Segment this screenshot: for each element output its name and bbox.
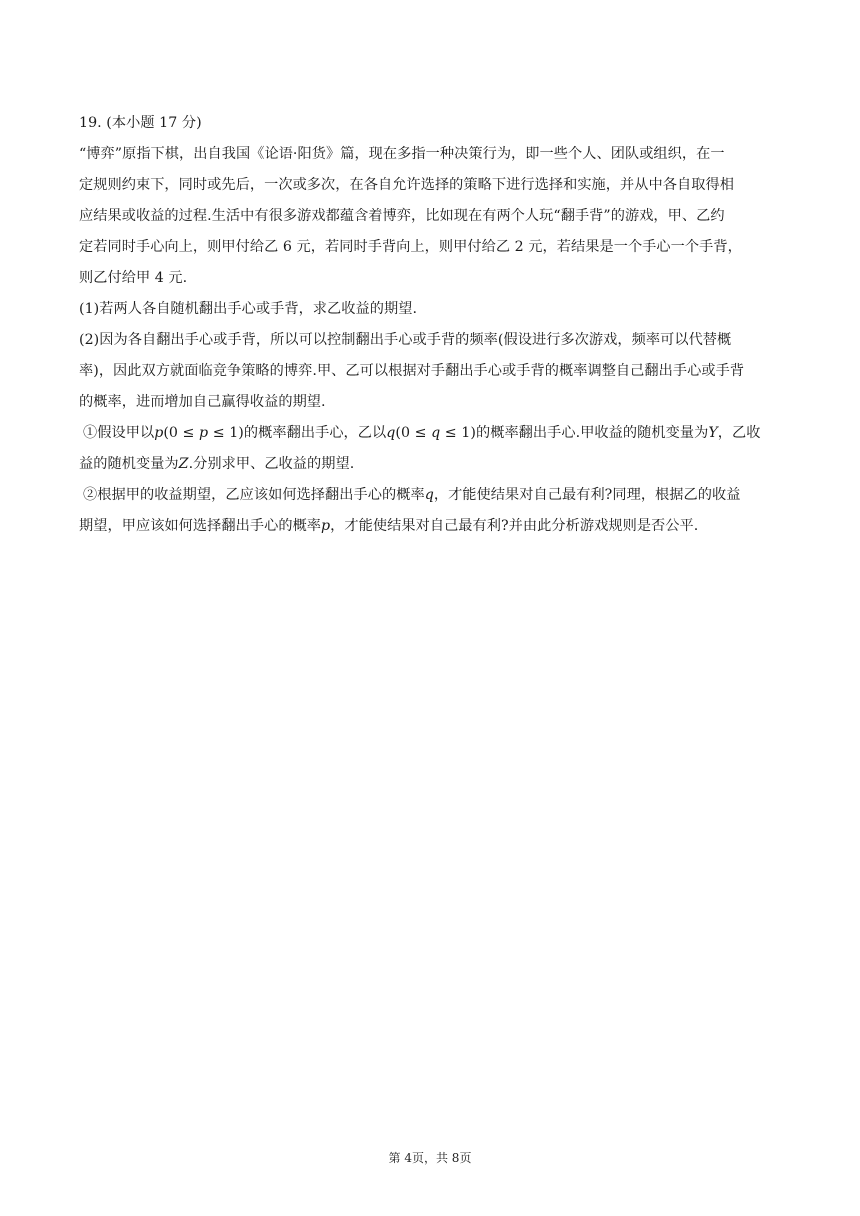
sub-question-2-line: ②根据甲的收益期望，乙应该如何选择翻出手心的概率𝑞，才能使结果对自己最有利?同理，根据乙的收益 <box>83 487 741 503</box>
intro-line: 定若同时手心向上，则甲付给乙 6 元，若同时手背向上，则甲付给乙 2 元，若结果是一个手心一个手背， <box>79 239 742 255</box>
question-intro <box>79 139 783 294</box>
intro-line: 则乙付给甲 4 元. <box>79 270 188 286</box>
question-header: 19. (本小题 17 分) <box>79 115 202 131</box>
question-19 <box>79 108 783 542</box>
sub-question-1-line: ①假设甲以𝑝(0 ≤ 𝑝 ≤ 1)的概率翻出手心，乙以𝑞(0 ≤ 𝑞 ≤ 1)的概率翻出手心.甲收益的随机变量为𝑌，乙收 <box>83 425 761 441</box>
part-1: (1)若两人各自随机翻出手心或手背，求乙收益的期望. <box>79 301 418 317</box>
intro-line: 定规则约束下，同时或先后，一次或多次，在各自允许选择的策略下进行选择和实施，并从中各自取得相 <box>79 177 734 193</box>
sub-question-1 <box>79 418 783 480</box>
part-2-line: (2)因为各自翻出手心或手背，所以可以控制翻出手心或手背的频率(假设进行多次游戏，频率可以代替概 <box>79 332 732 348</box>
intro-line: 应结果或收益的过程.生活中有很多游戏都蕴含着博弈，比如现在有两个人玩“翻手背”的游戏，甲、乙约 <box>79 208 725 224</box>
sub-question-2-line: 期望，甲应该如何选择翻出手心的概率𝑝，才能使结果对自己最有利?并由此分析游戏规则是否公平. <box>79 518 699 534</box>
part-2-line: 的概率，进而增加自己赢得收益的期望. <box>79 394 326 410</box>
intro-line: “博弈”原指下棋，出自我国《论语·阳货》篇，现在多指一种决策行为，即一些个人、团队或组织，在一 <box>79 146 725 162</box>
sub-question-1-line: 益的随机变量为𝑍.分别求甲、乙收益的期望. <box>79 456 355 472</box>
page-number: 第 4页，共 8页 <box>388 1151 472 1165</box>
sub-question-2 <box>79 480 783 542</box>
part-2 <box>79 325 783 418</box>
part-2-line: 率)，因此双方就面临竞争策略的博弈.甲、乙可以根据对手翻出手心或手背的概率调整自己翻出手心或手背 <box>79 363 745 379</box>
